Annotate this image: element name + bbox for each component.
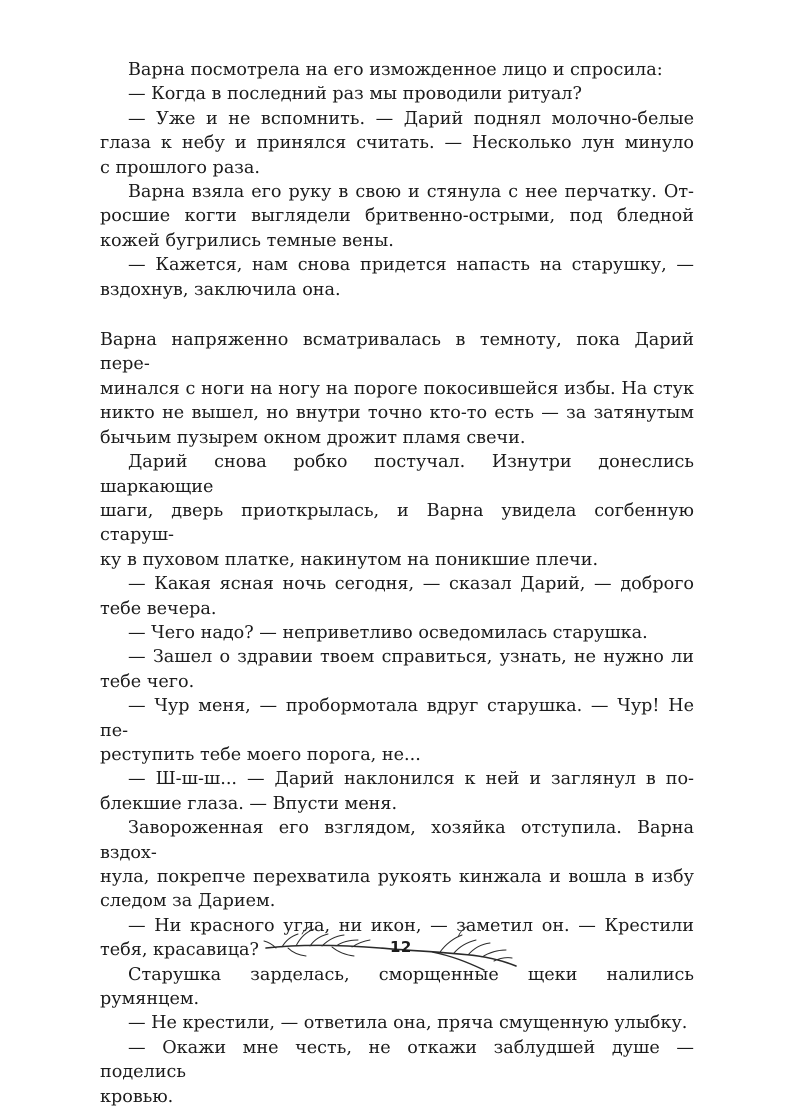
text-line: — Кажется, нам снова придется напасть на старушку, —	[128, 255, 694, 276]
text-section-2	[100, 328, 694, 1109]
page-footer	[262, 918, 520, 974]
text-line: глаза к небу и принялся считать. — Несколько лун минуло	[100, 133, 694, 154]
text-line: росшие когти выглядели бритвенно-острыми, под бледной	[100, 206, 694, 227]
paragraph	[100, 82, 694, 106]
text-line: минался с ноги на ногу на пороге покосившейся избы. На стук	[100, 378, 694, 399]
text-line: тебе вечера.	[100, 598, 217, 619]
text-line: — Окажи мне честь, не откажи заблудшей душе — поделись	[100, 1037, 694, 1083]
paragraph	[100, 645, 694, 694]
text-line: — Зашел о здравии твоем справиться, узнать, не нужно ли	[128, 647, 694, 668]
text-line: ку в пуховом платке, накинутом на поникшие плечи.	[100, 549, 599, 570]
text-line: бычьим пузырем окном дрожит пламя свечи.	[100, 427, 526, 448]
paragraph	[100, 253, 694, 302]
text-line: — Не крестили, — ответила она, пряча смущенную улыбку.	[128, 1013, 688, 1034]
text-line: — Чего надо? — неприветливо осведомилась старушка.	[128, 622, 648, 643]
text-line: тебе чего.	[100, 671, 195, 692]
text-line: с прошлого раза.	[100, 157, 260, 178]
text-line: блекшие глаза. — Впусти меня.	[100, 793, 398, 814]
paragraph	[100, 572, 694, 621]
text-line: вздохнув, заключила она.	[100, 279, 341, 300]
text-line: — Какая ясная ночь сегодня, — сказал Дарий, — доброго	[128, 574, 694, 595]
text-line: — Ш-ш-ш... — Дарий наклонился к ней и заглянул в по-	[128, 769, 694, 790]
text-line: кровью.	[100, 1086, 174, 1107]
text-line: следом за Дарием.	[100, 891, 276, 912]
text-line: — Уже и не вспомнить. — Дарий поднял молочно-белые	[128, 108, 694, 129]
text-line: реступить тебе моего порога, не...	[100, 744, 421, 765]
text-line: — Чур меня, — пробормотала вдруг старушка. — Чур! Не пе-	[100, 696, 694, 741]
paragraph	[100, 767, 694, 816]
paragraph	[100, 58, 694, 82]
text-line: Варна взяла его руку в свою и стянула с нее перчатку. От-	[128, 182, 694, 203]
text-line: Варна напряженно всматривалась в темноту, пока Дарий пере-	[100, 330, 694, 375]
paragraph	[100, 1011, 694, 1035]
paragraph	[100, 694, 694, 767]
paragraph	[100, 1036, 694, 1109]
paragraph	[100, 180, 694, 253]
text-line: Завороженная его взглядом, хозяйка отступила. Варна вздох-	[100, 818, 694, 863]
section-break	[100, 302, 694, 328]
paragraph	[100, 450, 694, 572]
text-line: тебя, красавица?	[100, 940, 259, 961]
text-line: Варна посмотрела на его изможденное лицо и спросила:	[128, 60, 663, 80]
text-line: — Ни красного угла, ни икон, — заметил он. — Крестили	[128, 915, 694, 936]
text-line: Старушка зарделась, сморщенные щеки налились румянцем.	[100, 964, 694, 1010]
text-line: — Когда в последний раз мы проводили ритуал?	[128, 84, 582, 105]
text-line: нула, покрепче перехватила рукоять кинжала и вошла в избу	[100, 867, 694, 887]
text-section-1	[100, 58, 694, 302]
text-line: кожей бугрились темные вены.	[100, 230, 394, 251]
text-line: шаги, дверь приоткрылась, и Варна увидела согбенную старуш-	[100, 500, 694, 546]
paragraph	[100, 621, 694, 645]
paragraph	[100, 816, 694, 914]
text-line: никто не вышел, но внутри точно кто-то есть — за затянутым	[100, 403, 694, 424]
paragraph	[100, 328, 694, 450]
paragraph	[100, 107, 694, 180]
page-number: 12	[390, 938, 412, 956]
text-line: Дарий снова робко постучал. Изнутри донеслись шаркающие	[100, 452, 694, 497]
